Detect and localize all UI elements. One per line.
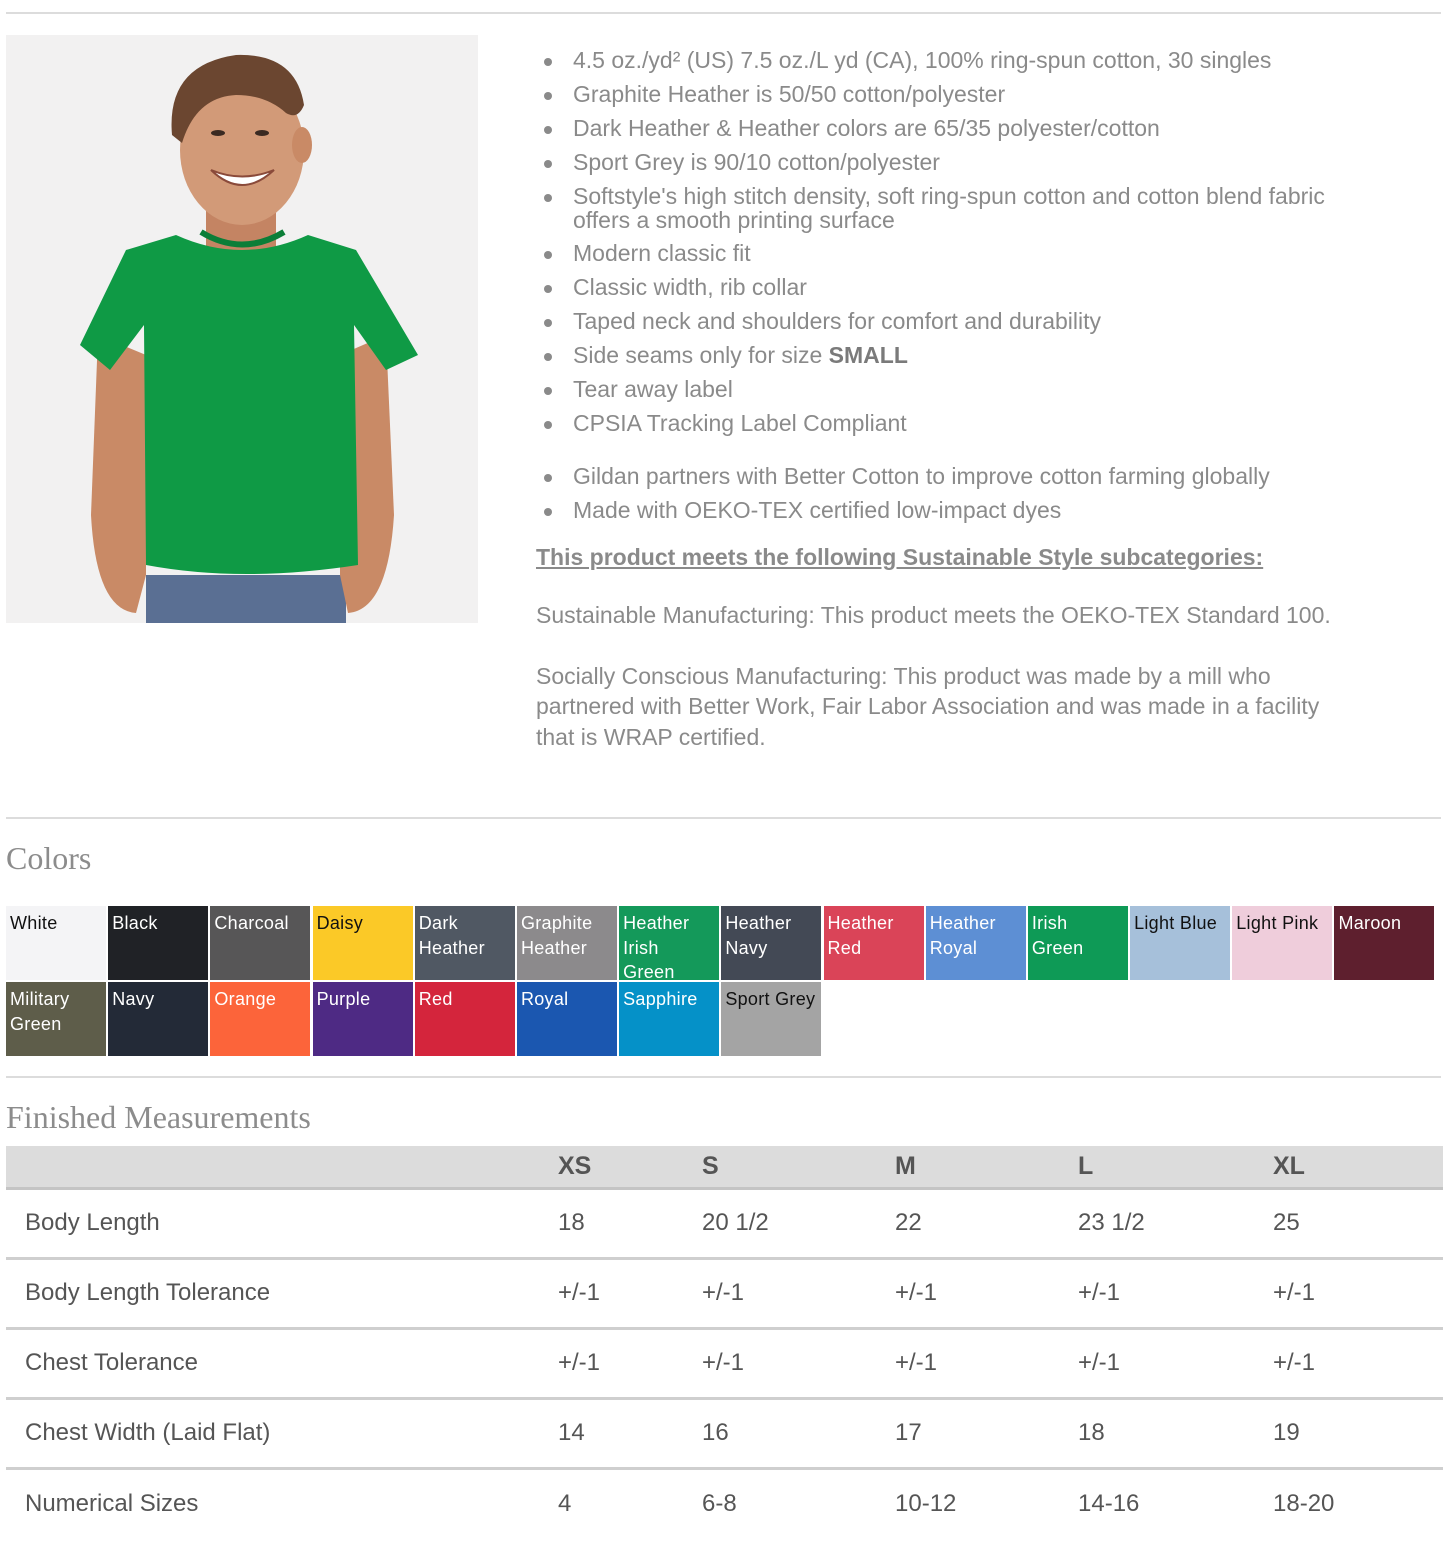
header-cell-m: M [895,1146,1078,1188]
row-label: Chest Tolerance [6,1328,558,1398]
cell: +/-1 [558,1258,702,1328]
product-features [536,48,1356,752]
cell: 18-20 [1273,1489,1335,1517]
color-swatch-sapphire[interactable]: Sapphire [619,982,719,1056]
cell: +/-1 [1078,1258,1273,1328]
color-swatch-graphite-heather[interactable]: Graphite Heather [517,906,617,980]
cell: +/-1 [702,1328,895,1398]
measurements-title: Finished Measurements [6,1099,311,1135]
colors-title: Colors [6,840,92,876]
color-swatch-daisy[interactable]: Daisy [313,906,413,980]
row-label: Numerical Sizes [25,1489,199,1517]
feature-item: 4.5 oz./yd² (US) 7.5 oz./L yd (CA), 100% ring-spun cotton, 30 singles [536,48,1356,73]
cell: 18 [1078,1398,1273,1468]
feature-item: Classic width, rib collar [536,275,1356,300]
color-swatch-orange[interactable]: Orange [210,982,310,1056]
color-swatch-black[interactable]: Black [108,906,208,980]
colors-divider [6,817,1441,819]
color-swatch-grid [6,906,1436,1056]
feature-item: Graphite Heather is 50/50 cotton/polyester [536,82,1356,107]
feature-item: Softstyle's high stitch density, soft ring-spun cotton and cotton blend fabric offers a smooth printing surface [536,184,1356,232]
feature-item: Sport Grey is 90/10 cotton/polyester [536,150,1356,175]
table-row [6,1468,1443,1538]
product-photo-illustration [6,35,478,623]
color-swatch-irish-green[interactable]: Irish Green [1028,906,1128,980]
socially-conscious-text: Socially Conscious Manufacturing: This product was made by a mill who partnered with Better Work, Fair Labor Association and was made in a facility that is WRAP certified. [536,662,1320,750]
feature-item: Side seams only for size SMALL [536,343,1356,368]
table-row [6,1398,1443,1468]
cell: 10-12 [895,1489,957,1517]
color-swatch-light-pink[interactable]: Light Pink [1232,906,1332,980]
color-swatch-military-green[interactable]: Military Green [6,982,106,1056]
cell: +/-1 [1273,1328,1443,1398]
color-swatch-red[interactable]: Red [415,982,515,1056]
color-swatch-light-blue[interactable]: Light Blue [1130,906,1230,980]
sustainable-style-heading: This product meets the following Sustainable Style subcategories: [536,544,1264,570]
feature-list [536,48,1356,436]
cell: 23 1/2 [1078,1188,1273,1258]
cell: +/-1 [558,1328,702,1398]
top-divider [6,12,1441,14]
color-swatch-maroon[interactable]: Maroon [1334,906,1434,980]
cell: +/-1 [1078,1328,1273,1398]
cell: 22 [895,1188,1078,1258]
cell: 25 [1273,1188,1443,1258]
feature-item: Gildan partners with Better Cotton to improve cotton farming globally [536,464,1356,489]
color-swatch-charcoal[interactable]: Charcoal [210,906,310,980]
table-header-row [6,1146,1443,1188]
cell: 16 [702,1398,895,1468]
feature-item: Made with OEKO-TEX certified low-impact dyes [536,498,1356,523]
feature-item: Dark Heather & Heather colors are 65/35 polyester/cotton [536,116,1356,141]
cell: +/-1 [895,1258,1078,1328]
table-row [6,1258,1443,1328]
size-emphasis: SMALL [828,342,908,368]
cell: 17 [895,1398,1078,1468]
color-swatch-purple[interactable]: Purple [313,982,413,1056]
cell: +/-1 [895,1328,1078,1398]
cell: +/-1 [702,1258,895,1328]
cell: 18 [558,1188,702,1258]
cell: 14 [558,1398,702,1468]
color-swatch-heather-irish-green[interactable]: Heather Irish Green [619,906,719,980]
cell: +/-1 [1273,1258,1443,1328]
sustainability-list [536,464,1356,523]
cell: 6-8 [702,1489,737,1517]
header-cell-l: L [1078,1146,1273,1188]
color-swatch-dark-heather[interactable]: Dark Heather [415,906,515,980]
color-swatch-white[interactable]: White [6,906,106,980]
row-label: Body Length Tolerance [6,1258,558,1328]
header-cell-xl: XL [1273,1146,1443,1188]
table-row [6,1188,1443,1258]
measurements-divider [6,1076,1441,1078]
header-cell-xs: XS [558,1146,702,1188]
color-swatch-royal[interactable]: Royal [517,982,617,1056]
row-label: Chest Width (Laid Flat) [6,1398,558,1468]
color-swatch-heather-red[interactable]: Heather Red [824,906,924,980]
cell: 20 1/2 [702,1188,895,1258]
sustainable-manufacturing-text: Sustainable Manufacturing: This product meets the OEKO-TEX Standard 100. [536,602,1331,628]
cell: 19 [1273,1398,1443,1468]
product-photo [6,35,478,623]
color-swatch-heather-royal[interactable]: Heather Royal [926,906,1026,980]
cell: 14-16 [1078,1489,1140,1517]
feature-item: Tear away label [536,377,1356,402]
color-swatch-heather-navy[interactable]: Heather Navy [721,906,821,980]
cell: 4 [558,1489,572,1517]
header-cell-s: S [702,1146,895,1188]
measurements-table [6,1146,1443,1538]
color-swatch-sport-grey[interactable]: Sport Grey [721,982,821,1056]
header-cell [6,1146,558,1188]
row-label: Body Length [6,1188,558,1258]
table-row [6,1328,1443,1398]
feature-item: Taped neck and shoulders for comfort and durability [536,309,1356,334]
feature-item: CPSIA Tracking Label Compliant [536,411,1356,436]
feature-item: Modern classic fit [536,241,1356,266]
color-swatch-navy[interactable]: Navy [108,982,208,1056]
